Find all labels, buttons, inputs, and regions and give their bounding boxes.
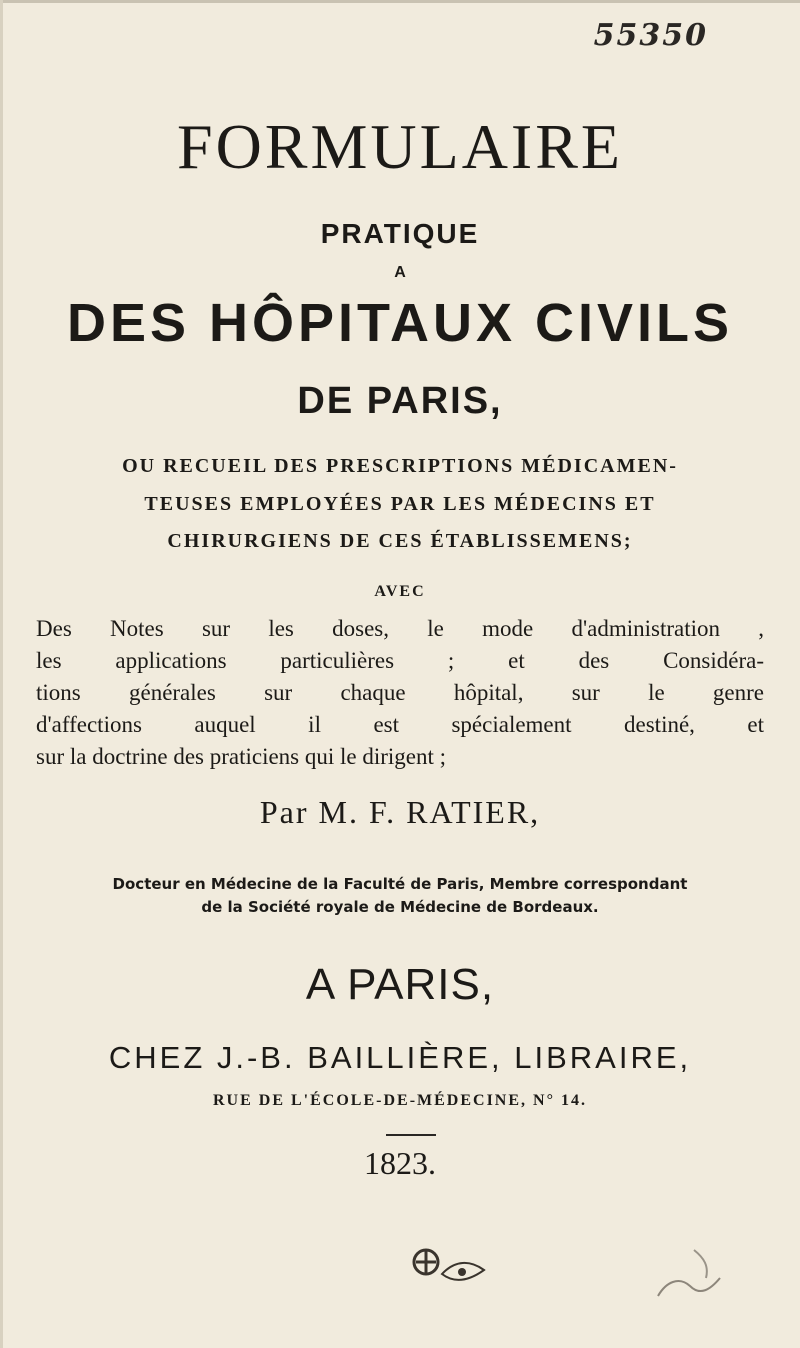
subtitle-pratique: PRATIQUE <box>320 218 480 249</box>
page-top-edge <box>0 0 800 3</box>
subtitle-a: A <box>394 264 406 281</box>
subtitle-hopitaux: DES HÔPITAUX CIVILS <box>66 293 734 353</box>
shelfmark: 55350 <box>593 18 708 53</box>
divider-rule <box>386 1134 436 1136</box>
description-line: TEUSES EMPLOYÉES PAR LES MÉDECINS ET <box>144 493 656 515</box>
author-credit: de la Société royale de Médecine de Bordeaux. <box>201 898 599 916</box>
notes-line: tions générales sur chaque hôpital, sur le genre <box>36 680 764 705</box>
notes-line: Des Notes sur les doses, le mode d'administration , <box>36 616 764 641</box>
publisher-address: RUE DE L'ÉCOLE-DE-MÉDECINE, N° 14. <box>213 1092 587 1109</box>
notes-line: d'affections auquel il est spécialement destiné, et <box>36 712 764 737</box>
book-title: FORMULAIRE <box>176 111 624 182</box>
publication-place: A PARIS, <box>305 960 495 1009</box>
description-line: OU RECUEIL DES PRESCRIPTIONS MÉDICAMEN- <box>122 455 678 477</box>
subtitle-de-paris: DE PARIS, <box>297 380 503 422</box>
author-credit: Docteur en Médecine de la Faculté de Paris, Membre correspondant <box>112 875 688 893</box>
library-stamp <box>410 1238 490 1300</box>
publisher: CHEZ J.-B. BAILLIÈRE, LIBRAIRE, <box>108 1040 692 1075</box>
author-line: Par M. F. RATIER, <box>259 794 541 830</box>
avec-label: AVEC <box>374 583 426 600</box>
ink-mark <box>648 1238 728 1318</box>
description-line: CHIRURGIENS DE CES ÉTABLISSEMENS; <box>167 530 633 552</box>
notes-line: sur la doctrine des praticiens qui le dirigent ; <box>36 744 447 769</box>
notes-line: les applications particulières ; et des Considéra- <box>36 648 764 673</box>
publication-year: 1823. <box>364 1145 436 1181</box>
